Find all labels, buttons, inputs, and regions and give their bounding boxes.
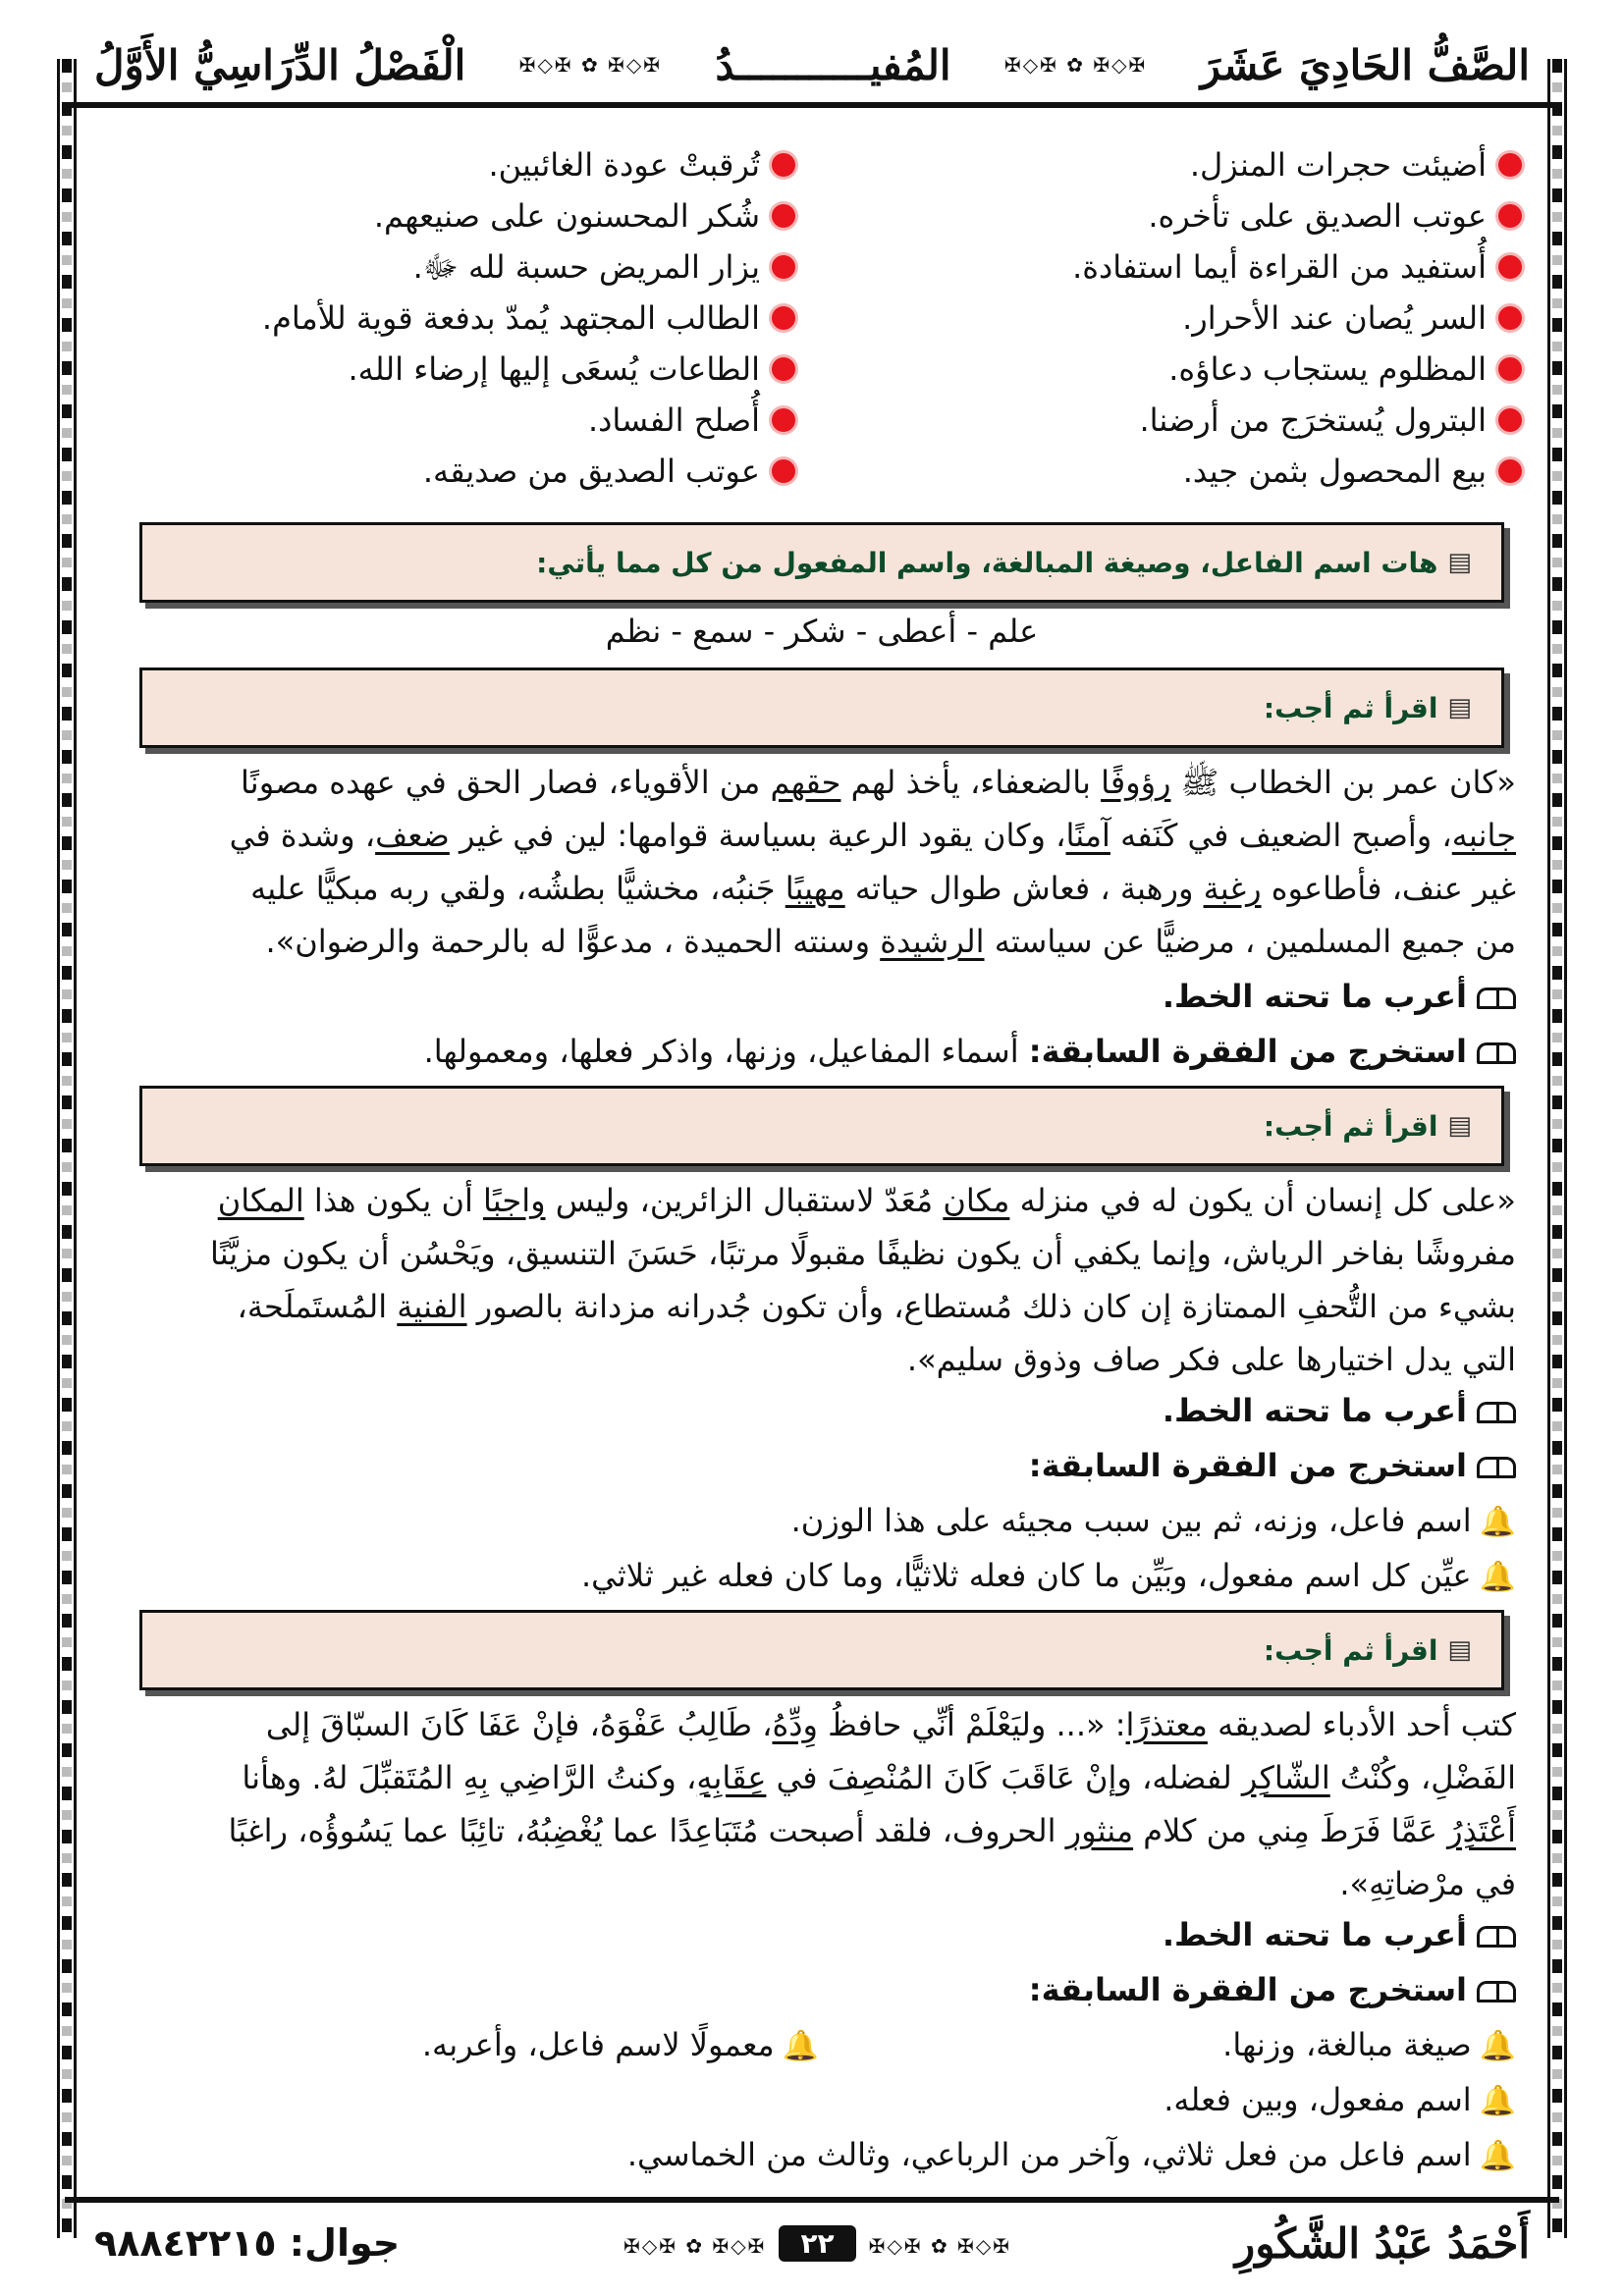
verb-list: علم - أعطى - شكر - سمع - نظم <box>605 613 1039 650</box>
task-line: استخرج من الفقرة السابقة: <box>1029 1441 1516 1490</box>
task-item: 🔔اسم فاعل من فعل ثلاثي، وآخر من الرباعي، وثالث من الخماسي. <box>627 2130 1516 2181</box>
task-line: استخرج من الفقرة السابقة: أسماء المفاعيل، وزنها، واذكر فعلها، ومعمولها. <box>424 1027 1516 1076</box>
list-item: بيع المحصول بثمن جيد. <box>835 450 1522 493</box>
ornament: ✠◇✠ ✿ ✠◇✠ <box>623 2233 767 2258</box>
rosette-bullet-icon <box>772 408 795 432</box>
list-item: يزار المريض حسبة لله ﷻ. <box>108 245 795 289</box>
rosette-bullet-icon <box>1498 255 1522 279</box>
document-icon: ▤ <box>1447 548 1472 577</box>
ornament: ✠◇✠ ✿ ✠◇✠ <box>518 53 663 77</box>
task-line: أعرب ما تحته الخط. <box>1163 1386 1516 1435</box>
list-item: شُكر المحسنون على صنيعهم. <box>108 194 795 238</box>
instruction-text: اقرأ ثم أجب: <box>1263 691 1438 724</box>
footer-rule <box>65 2197 1559 2203</box>
task-item: 🔔معمولًا لاسم فاعل، وأعربه. <box>422 2020 819 2071</box>
list-item: الطاعات يُسعَى إليها إرضاء الله. <box>108 347 795 391</box>
task-item: 🔔صيغة مبالغة، وزنها. <box>1222 2020 1516 2071</box>
task-item: 🔔عيِّن كل اسم مفعول، وبَيِّن ما كان فعله ثلاثيًّا، وما كان فعله غير ثلاثي. <box>581 1551 1516 1602</box>
rosette-bullet-icon <box>772 153 795 177</box>
list-item: تُرقبتْ عودة الغائبين. <box>108 143 795 187</box>
instruction-text: اقرأ ثم أجب: <box>1263 1109 1438 1143</box>
rosette-bullet-icon <box>772 459 795 483</box>
instruction-box <box>139 1610 1504 1690</box>
list-item: أُستفيد من القراءة أيما استفادة. <box>835 245 1522 289</box>
instruction-text: اقرأ ثم أجب: <box>1263 1633 1438 1667</box>
bell-icon: 🔔 <box>1479 1505 1516 1539</box>
rosette-bullet-icon <box>772 357 795 381</box>
task-item: 🔔اسم مفعول، وبين فعله. <box>1164 2075 1516 2126</box>
open-book-icon <box>1477 1457 1516 1478</box>
bell-icon: 🔔 <box>782 2029 819 2063</box>
page-header <box>94 35 1530 94</box>
instruction-box <box>139 667 1504 748</box>
phone-number: جوال: ٩٨٨٤٢٢١٥ <box>94 2221 401 2265</box>
passage-1: «كان عمر بن الخطاب ﷺ رؤوفًا بالضعفاء، يأخذ لهم حقهم من الأقوياء، فصار الحق في عهده مصونًا جانبه، وأصبح الضعيف في كَنَفه آمنًا، وكان يقود الرعية بسياسة قوامها: لين في غير ضعف، وشدة في غير عنف، فأطاعوه رغبة ورهبة ، فعاش طوال حياته مهيبًا جَنبُه، مخشيًّا بطشُه، ولقي ربه مبكيًّا عليه من جميع المسلمين ، مرضيًّا عن سياسته الرشيدة وسنته الحميدة ، مدعوًّا له بالرحمة والرضوان». <box>229 764 1516 960</box>
instruction-text: هات اسم الفاعل، وصيغة المبالغة، واسم المفعول من كل مما يأتي: <box>536 546 1438 579</box>
book-title: المُفيـــــــــــدُ <box>715 40 951 89</box>
ornament: ✠◇✠ ✿ ✠◇✠ <box>868 2233 1011 2258</box>
open-book-icon <box>1477 1981 1516 2002</box>
bell-icon: 🔔 <box>1479 2029 1516 2063</box>
rosette-bullet-icon <box>1498 204 1522 228</box>
rosette-bullet-icon <box>1498 408 1522 432</box>
list-item: عوتب الصديق على تأخره. <box>835 194 1522 238</box>
term-label: الْفَصْلُ الدِّرَاسِيُّ الأَوَّلُ <box>94 40 466 89</box>
document-icon: ▤ <box>1447 1635 1472 1665</box>
open-book-icon <box>1477 1926 1516 1948</box>
list-item: أضيئت حجرات المنزل. <box>835 143 1522 187</box>
header-rule <box>65 102 1559 108</box>
list-item: الطالب المجتهد يُمدّ بدفعة قوية للأمام. <box>108 296 795 340</box>
task-line: أعرب ما تحته الخط. <box>1163 1910 1516 1959</box>
rosette-bullet-icon <box>772 306 795 330</box>
bell-icon: 🔔 <box>1479 2139 1516 2173</box>
page-border-right <box>1547 59 1567 2238</box>
list-item: البترول يُستخرَج من أرضنا. <box>835 399 1522 442</box>
instruction-box <box>139 522 1504 603</box>
rosette-bullet-icon <box>772 255 795 279</box>
page-border-left <box>57 59 77 2238</box>
list-item: أُصلح الفساد. <box>108 399 795 442</box>
bell-icon: 🔔 <box>1479 2084 1516 2118</box>
rosette-bullet-icon <box>1498 153 1522 177</box>
open-book-icon <box>1477 988 1516 1009</box>
instruction-box <box>139 1086 1504 1166</box>
page-number-area <box>623 2225 1011 2262</box>
passage-3: كتب أحد الأدباء لصديقه معتذرًا: «... وليَعْلَمْ أنِّي حافظُ وِدِّهُ، طَالِبُ عَفْوَهُ، فإنْ عَفَا كَانَ السبّاقَ إلى الفَضْلِ، وكُنْتُ الشّاكِر لفضله، وإنْ عَاقَبَ كَانَ المُنْصِفَ في عِقَابِهِ، وكنتُ الرَّاضِي بِهِ المُتَقبِّلَ لهُ. وهأنا أَعْتَذِرُ عَمَّا فَرَطَ مِني من كلام منثور الحروف، فلقد أصبحت مُتَبَاعِدًا عما يُغْضِبُهُ، تائِبًا عما يَسُوؤُه، راغبًا في مرْضاتِهِ». <box>228 1706 1516 1902</box>
document-icon: ▤ <box>1447 1111 1472 1141</box>
ornament: ✠◇✠ ✿ ✠◇✠ <box>1004 53 1148 77</box>
rosette-bullet-icon <box>1498 459 1522 483</box>
rosette-bullet-icon <box>1498 306 1522 330</box>
rosette-bullet-icon <box>772 204 795 228</box>
task-line: أعرب ما تحته الخط. <box>1163 972 1516 1021</box>
list-item: عوتب الصديق من صديقه. <box>108 450 795 493</box>
author-name: أَحْمَدُ عَبْدُ الشَّكُورِ <box>1234 2218 1530 2268</box>
bell-icon: 🔔 <box>1479 1560 1516 1594</box>
page-number: ٢٢ <box>779 2225 855 2262</box>
open-book-icon <box>1477 1402 1516 1423</box>
page-footer <box>94 2209 1530 2277</box>
list-item: السر يُصان عند الأحرار. <box>835 296 1522 340</box>
sentence-list <box>108 143 1522 493</box>
open-book-icon <box>1477 1042 1516 1064</box>
rosette-bullet-icon <box>1498 357 1522 381</box>
task-line: استخرج من الفقرة السابقة: <box>1029 1965 1516 2014</box>
grade-label: الصَّفُّ الحَادِيَ عَشَرَ <box>1200 40 1530 89</box>
task-item: 🔔اسم فاعل، وزنه، ثم بين سبب مجيئه على هذا الوزن. <box>791 1496 1516 1547</box>
passage-2: «على كل إنسان أن يكون له في منزله مكان مُعَدّ لاستقبال الزائرين، وليس واجبًا أن يكون هذا المكان مفروشًا بفاخر الرياش، وإنما يكفي أن يكون نظيفًا مقبولًا مرتبًا، حَسَنَ التنسيق، ويَحْسُن أن يكون مزيَّنًا بشيء من التُّحفِ الممتازة إن كان ذلك مُستطاع، وأن تكون جُدرانه مزدانة بالصور الفنية المُستَملَحة، التي يدل اختيارها على فكر صاف وذوق سليم». <box>210 1182 1516 1378</box>
document-icon: ▤ <box>1447 693 1472 722</box>
list-item: المظلوم يستجاب دعاؤه. <box>835 347 1522 391</box>
